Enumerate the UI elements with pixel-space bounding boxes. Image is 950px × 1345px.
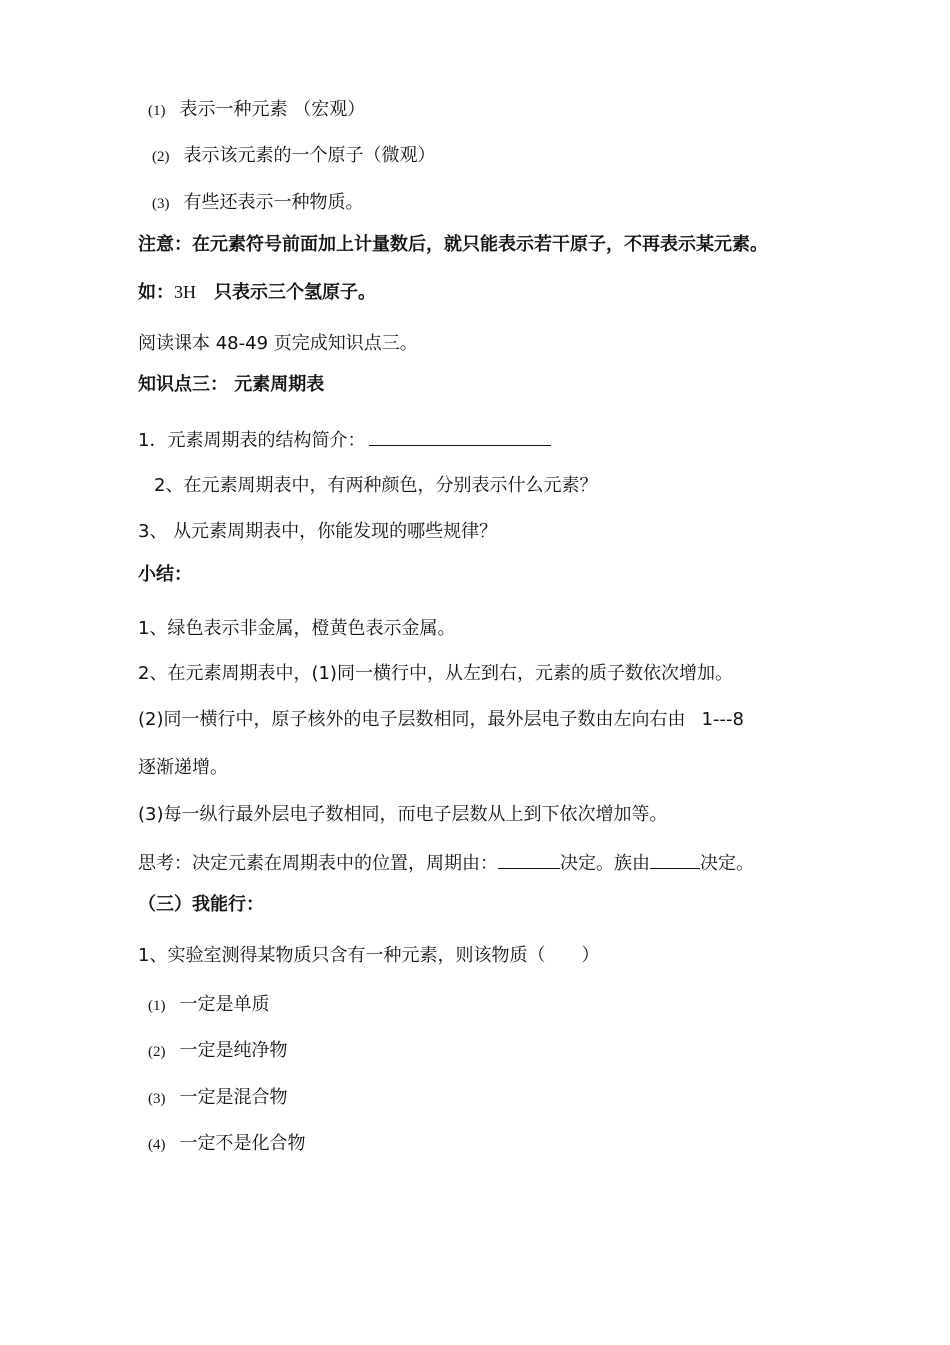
summary-continuation: 逐渐递增。 bbox=[138, 757, 228, 778]
note-text: 注意：在元素符号前面加上计量数后，就只能表示若干原子，不再表示某元素。 bbox=[138, 234, 768, 255]
item-text: 表示该元素的一个原子（微观） bbox=[183, 145, 436, 166]
item-number: (1) bbox=[148, 103, 166, 119]
group-blank[interactable] bbox=[650, 850, 700, 869]
item-text: 表示一种元素 （宏观） bbox=[179, 99, 366, 120]
exercise-option[interactable] bbox=[148, 993, 270, 1018]
option-number: (1) bbox=[148, 998, 166, 1014]
summary-range: 1---8 bbox=[701, 709, 744, 730]
summary-item: (3)每一纵行最外层电子数相同，而电子层数从上到下依次增加等。 bbox=[138, 804, 668, 825]
option-number: (2) bbox=[148, 1044, 166, 1060]
meaning-item bbox=[152, 144, 436, 169]
example-prefix: 如： bbox=[138, 282, 174, 303]
example-line bbox=[138, 280, 376, 305]
think-text: 决定。族由 bbox=[560, 853, 650, 874]
think-line bbox=[138, 850, 754, 876]
example-text: 只表示三个氢原子。 bbox=[214, 282, 376, 303]
summary-item bbox=[138, 708, 744, 732]
think-text: 决定。 bbox=[700, 853, 754, 874]
summary-item: 1、绿色表示非金属，橙黄色表示金属。 bbox=[138, 618, 456, 639]
item-text: 有些还表示一种物质。 bbox=[183, 192, 364, 213]
summary-item: 2、在元素周期表中，(1)同一横行中，从左到右，元素的质子数依次增加。 bbox=[138, 663, 733, 684]
summary-text: (2)同一横行中，原子核外的电子层数相同，最外层电子数由左向右由 bbox=[138, 709, 686, 730]
item-number: (2) bbox=[152, 149, 170, 165]
question-1 bbox=[138, 427, 551, 453]
summary-title: 小结： bbox=[138, 564, 192, 585]
question-text: 1．元素周期表的结构简介： bbox=[138, 430, 366, 451]
exercise-question: 1、实验室测得某物质只含有一种元素，则该物质（ ） bbox=[138, 945, 600, 966]
option-text: 一定是纯净物 bbox=[179, 1040, 288, 1061]
option-text: 一定是混合物 bbox=[179, 1087, 288, 1108]
option-text: 一定是单质 bbox=[179, 994, 270, 1015]
exercise-option[interactable] bbox=[148, 1086, 288, 1111]
section-title: 知识点三： 元素周期表 bbox=[138, 374, 325, 395]
reading-instruction: 阅读课本 48-49 页完成知识点三。 bbox=[138, 333, 418, 354]
option-number: (3) bbox=[148, 1091, 166, 1107]
think-text: 思考：决定元素在周期表中的位置，周期由： bbox=[138, 853, 498, 874]
period-blank[interactable] bbox=[498, 850, 560, 869]
exercise-option[interactable] bbox=[148, 1039, 288, 1064]
meaning-item bbox=[148, 98, 365, 123]
option-text: 一定不是化合物 bbox=[179, 1133, 306, 1154]
option-number: (4) bbox=[148, 1137, 166, 1153]
question-2: 2、在元素周期表中，有两种颜色，分别表示什么元素？ bbox=[154, 475, 598, 496]
section-title: （三）我能行： bbox=[138, 894, 264, 915]
item-number: (3) bbox=[152, 196, 170, 212]
answer-blank[interactable] bbox=[369, 427, 551, 446]
example-formula: 3H bbox=[174, 282, 196, 302]
meaning-item bbox=[152, 191, 364, 216]
question-3: 3、 从元素周期表中，你能发现的哪些规律？ bbox=[138, 521, 498, 542]
exercise-option[interactable] bbox=[148, 1132, 306, 1157]
